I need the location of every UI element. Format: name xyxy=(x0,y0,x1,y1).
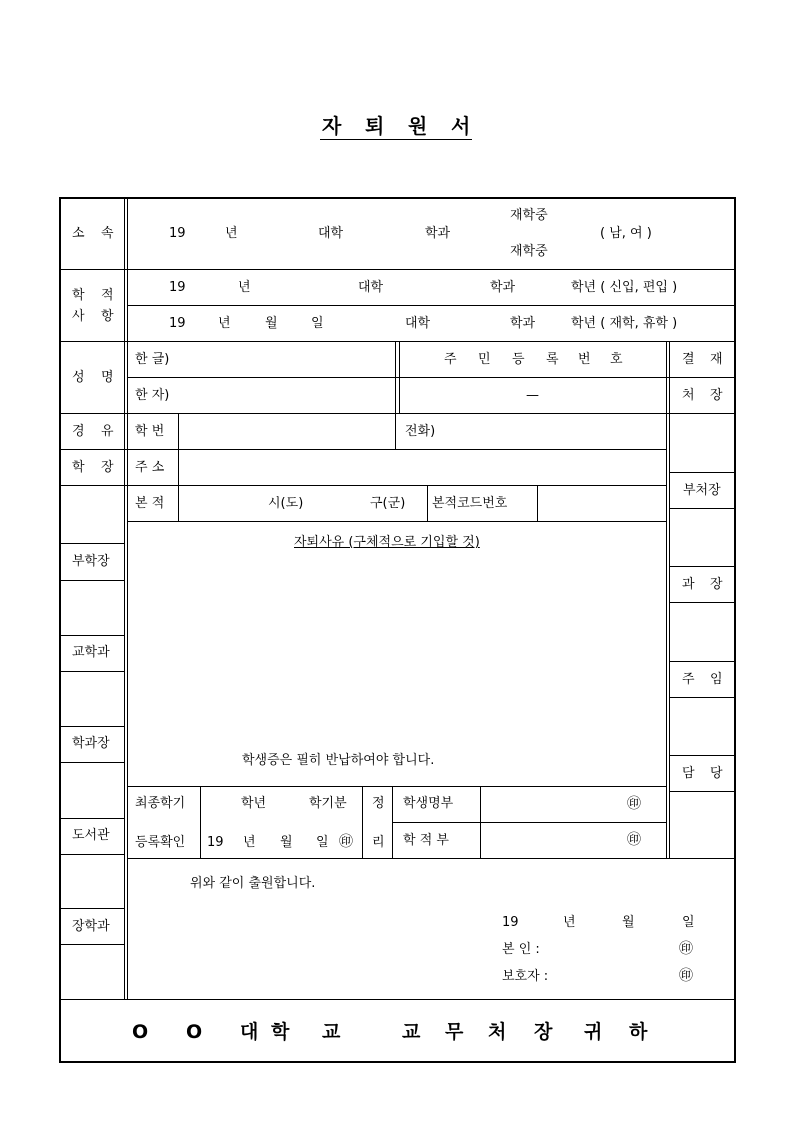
applicant-seal-icon: ㊞ xyxy=(679,941,693,957)
title-underline xyxy=(320,139,472,140)
reason-heading: 자퇴사유 (구체적으로 기입할 것) xyxy=(294,535,480,550)
phone-field[interactable]: 전화) xyxy=(405,424,436,439)
name-hanja-field[interactable]: 한 자) xyxy=(135,388,170,403)
reason-textarea[interactable] xyxy=(135,556,660,744)
id-return-notice: 학생증은 필히 반납하여야 합니다. xyxy=(242,753,435,768)
rrn-dash: — xyxy=(526,388,539,403)
name-hangul-field[interactable]: 한 글) xyxy=(135,352,170,367)
guardian-seal-icon: ㊞ xyxy=(679,968,693,984)
register-seal-icon: ㊞ xyxy=(627,832,641,848)
registration-seal-icon: ㊞ xyxy=(339,834,353,850)
roster-seal-icon: ㊞ xyxy=(627,796,641,812)
